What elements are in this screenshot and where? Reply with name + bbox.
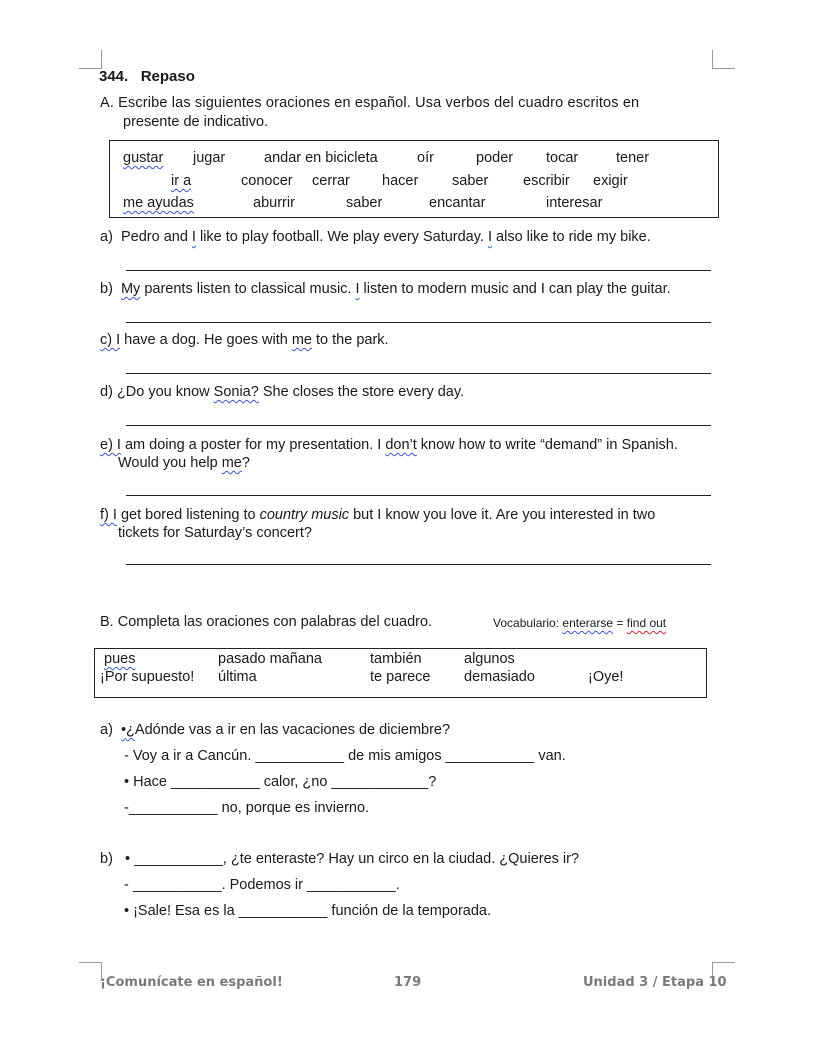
item-f-sentence-line2: tickets for Saturday’s concert? [118,525,312,541]
word-jugar: jugar [193,150,226,166]
part-b-b-line3[interactable]: • ¡Sale! Esa es la ___________ función de la temporada. [124,903,492,919]
item-b-sentence: b) My parents listen to classical music. I listen to modern music and I can play the guitar. [100,281,671,297]
item-f-sentence-line1: f) I get bored listening to country music but I know you love it. Are you interested in two [100,507,656,523]
item-c-sentence: c) I have a dog. He goes with me to the park. [100,332,389,348]
word-oir: oír [417,150,434,166]
word-por-supuesto: ¡Por supuesto! [100,669,195,685]
item-d-sentence: d) ¿Do you know Sonia? She closes the store every day. [100,384,465,400]
word-saber-2: saber [346,195,383,211]
bullet: •¿ [120,722,135,738]
part-b-b-line2[interactable]: - ___________. Podemos ir ___________. [124,877,400,893]
vocab-label: Vocabulario: [493,616,560,630]
word-oye: ¡Oye! [588,669,624,685]
crop-mark-top-right [712,50,735,69]
word-tambien: también [370,651,422,667]
word-te-parece: te parece [370,669,431,685]
word-ir-a: ir a [171,173,192,189]
part-b-a-line1: a) •¿Adónde vas a ir en las vacaciones de diciembre? [100,722,451,738]
item-b-prefix: b) [100,281,113,297]
word-tener: tener [616,150,650,166]
exercise-title [99,68,195,85]
part-b-b-prefix: b) [100,851,113,867]
crop-mark-top-left [79,50,102,69]
crop-mark-bottom-left [79,962,102,981]
exercise-name: Repaso [140,68,195,85]
part-b-b-line1[interactable]: b) • ___________, ¿te enteraste? Hay un circo en la ciudad. ¿Quieres ir? [100,851,580,867]
word-pues: pues [104,651,136,667]
item-a-sentence: a) Pedro and I like to play football. We play every Saturday. I also like to ride my bike. [100,229,651,245]
exercise-number: 344. [99,68,129,85]
item-a-prefix: a) [100,229,113,245]
word-ultima: última [218,669,257,685]
answer-line-d[interactable] [126,425,711,426]
vocab-word: enterarse [562,616,614,630]
word-tocar: tocar [546,150,579,166]
word-cerrar: cerrar [312,173,350,189]
item-e-sentence-line2: Would you help me? [118,455,250,471]
word-exigir: exigir [593,173,628,189]
answer-line-f[interactable] [126,564,711,565]
part-b-a-line3[interactable]: • Hace ___________ calor, ¿no ____________? [124,774,437,790]
word-pasado-manana: pasado mañana [218,651,322,667]
answer-line-e[interactable] [126,495,711,496]
part-b-a-prefix: a) [100,722,113,738]
footer-book-title: ¡Comunícate en español! [100,975,283,990]
item-d-prefix: d) [100,384,113,400]
item-e-sentence-line1: e) I am doing a poster for my presentation. I don’t know how to write “demand” in Spanish. [100,437,678,453]
word-encantar: encantar [429,195,486,211]
word-interesar: interesar [546,195,603,211]
word-andar-en-bicicleta: andar en bicicleta [264,150,378,166]
footer-unit: Unidad 3 / Etapa 10 [583,975,727,990]
word-hacer: hacer [382,173,419,189]
word-poder: poder [476,150,514,166]
footer-page-number: 179 [394,975,422,990]
word-escribir: escribir [523,173,570,189]
word-conocer: conocer [241,173,293,189]
answer-line-a[interactable] [126,270,711,271]
word-aburrir: aburrir [253,195,295,211]
word-algunos: algunos [464,651,515,667]
part-b-a-line4[interactable]: -___________ no, porque es invierno. [124,800,370,816]
word-me-ayudas: me ayudas [123,195,194,211]
part-b-instruction: B. Completa las oraciones con palabras del cuadro. [100,614,433,630]
word-gustar: gustar [123,150,164,166]
answer-line-b[interactable] [126,322,711,323]
vocabulary-note: Vocabulario: enterarse = find out [493,616,667,630]
word-demasiado: demasiado [464,669,535,685]
part-b-a-line2[interactable]: - Voy a ir a Cancún. ___________ de mis amigos ___________ van. [124,748,566,764]
word-saber: saber [452,173,489,189]
answer-line-c[interactable] [126,373,711,374]
part-a-instruction-line1: A. Escribe las siguientes oraciones en español. Usa verbos del cuadro escritos en [100,95,640,111]
vocab-meaning: find out [626,616,667,630]
part-a-instruction-line2: presente de indicativo. [123,114,269,130]
